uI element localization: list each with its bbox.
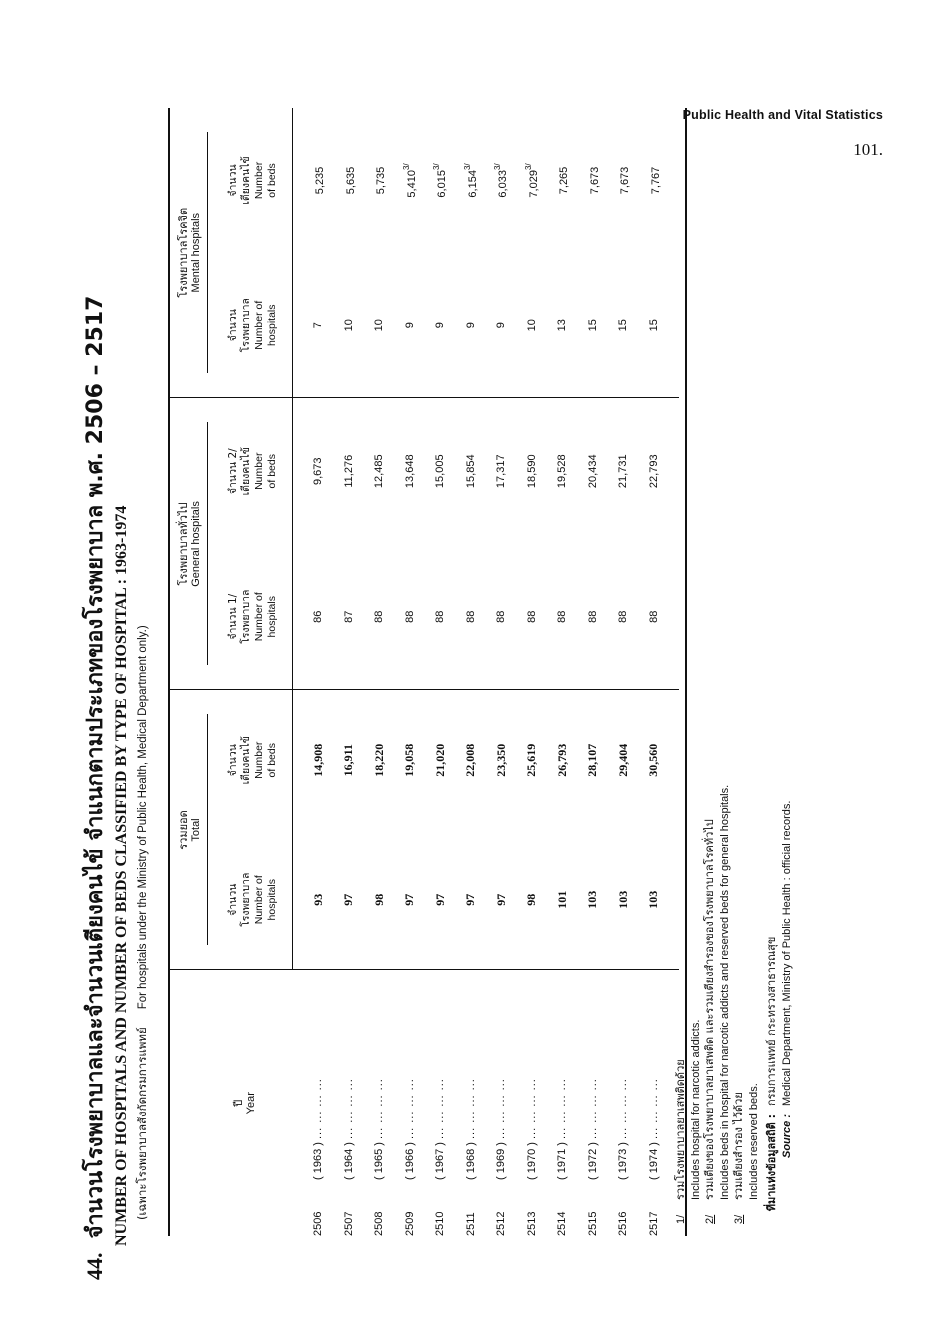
footnote-ref: 3/: [523, 163, 533, 171]
leader-dots: ... ... ... ...: [495, 1078, 508, 1140]
year-be: 2508: [373, 1211, 386, 1236]
subheader-thai: จำนวน 1/: [227, 593, 239, 640]
year-be: 2510: [434, 1211, 447, 1236]
source-label-thai: [765, 1106, 780, 1224]
general-hospitals: 88: [547, 544, 578, 690]
year-be: 2515: [586, 1211, 599, 1236]
subheader-thai: โรงพยาบาล: [240, 589, 252, 644]
footnote-mark: 2/: [704, 1214, 716, 1224]
mental-beds-value: 5,635: [344, 166, 357, 195]
total-hospitals: 103: [608, 830, 639, 970]
total-beds: 16,911: [341, 744, 356, 777]
subheader-mental-beds: [214, 108, 293, 253]
subheader-general-beds: [214, 398, 293, 544]
year-ad-text: ( 1964 ): [342, 1142, 355, 1180]
year-ad: [425, 970, 456, 1180]
subheader-english: Number: [253, 161, 265, 200]
mental-beds: [293, 108, 334, 253]
table-row: [334, 108, 365, 1236]
total-hospitals: 98: [364, 830, 395, 970]
year-ad-text: ( 1968 ): [464, 1142, 477, 1180]
year-ad: [578, 970, 609, 1180]
year-ad-text: ( 1974 ): [647, 1142, 660, 1180]
title-block: [80, 100, 152, 1280]
year-ad: [639, 970, 680, 1180]
title-thai: [80, 100, 111, 1280]
general-beds: 22,793: [647, 454, 660, 489]
year-ad-text: ( 1970 ): [525, 1142, 538, 1180]
mental-beds-value: 5,410: [405, 170, 418, 198]
general-hospitals: 88: [578, 544, 609, 690]
mental-hospitals: 7: [293, 253, 334, 398]
year-ad-text: ( 1969 ): [495, 1142, 508, 1180]
subheader-english: Number of: [253, 875, 265, 925]
footnote-2: [703, 124, 732, 1224]
subheader-thai: จำนวน: [227, 309, 239, 342]
page-number: 101.: [853, 140, 883, 159]
source-text-english: Medical Department, Ministry of Public Health : official records.: [780, 800, 793, 1106]
total-hospitals: 103: [639, 830, 680, 970]
year-ad: [364, 970, 395, 1180]
mental-beds: [364, 108, 395, 253]
year-ad: [334, 970, 365, 1180]
leader-dots: ... ... ... ...: [373, 1078, 386, 1140]
group-mental-thai: โรงพยาบาลโรคจิต: [176, 207, 190, 298]
mental-beds-value: 6,154: [466, 170, 479, 198]
mental-beds: [578, 108, 609, 253]
year-ad-text: ( 1963 ): [312, 1142, 324, 1180]
subheader-thai: เตียงคนไข้: [240, 156, 252, 205]
subheader-thai: จำนวน: [227, 883, 239, 916]
total-beds: 22,008: [463, 743, 478, 777]
mental-beds: [456, 108, 487, 253]
subheader-english: of beds: [266, 454, 278, 489]
leader-dots: ... ... ... ...: [617, 1078, 630, 1140]
total-hospitals: 97: [334, 830, 365, 970]
year-ad-text: ( 1967 ): [434, 1142, 447, 1180]
mental-hospitals: 9: [425, 253, 456, 398]
subtitle-thai: (เฉพาะโรงพยาบาลสังกัดกรมการแพทย์: [135, 1027, 149, 1220]
footnote-1: [674, 124, 703, 1224]
source-label-thai-text: ที่มาแห่งข้อมูลสถิติ :: [765, 1114, 778, 1212]
year-ad: [608, 970, 639, 1180]
table-row: [456, 108, 487, 1236]
rotated-page-content: [80, 100, 820, 1280]
footnote-ref: 3/: [493, 163, 503, 171]
title-english: NUMBER OF HOSPITALS AND NUMBER OF BEDS CLASSIFIED BY TYPE OF HOSPITAL : 1963-1974: [113, 505, 130, 1246]
subheader-english: of beds: [266, 163, 278, 198]
year-be: 2512: [495, 1211, 508, 1236]
table-row: [364, 108, 395, 1236]
mental-beds-value: 7,673: [588, 166, 601, 195]
mental-beds: [425, 108, 456, 253]
source-thai-row: [765, 124, 780, 1224]
leader-dots: ... ... ... ...: [525, 1078, 538, 1140]
subheader-thai: จำนวน: [227, 744, 239, 777]
mental-hospitals: 15: [608, 253, 639, 398]
mental-beds-value: 5,735: [375, 166, 388, 195]
footnote-3: [732, 124, 761, 1224]
mental-hospitals: 15: [639, 253, 680, 398]
table-row: [547, 108, 578, 1236]
total-hospitals: 97: [486, 830, 517, 970]
leader-dots: ... ... ... ...: [312, 1078, 324, 1140]
year-ad: [547, 970, 578, 1180]
hospital-table: [168, 108, 687, 1236]
general-beds: 13,648: [403, 454, 416, 489]
group-general: [169, 398, 214, 690]
source-text-thai: กรมการแพทย์ กระทรวงสาธารณสุข: [765, 936, 778, 1106]
mental-beds-value: 7,029: [527, 170, 540, 198]
group-general-thai: โรงพยาบาลทั่วไป: [176, 502, 190, 586]
year-ad: [395, 970, 426, 1180]
total-beds: 28,107: [585, 743, 600, 777]
table-row: [425, 108, 456, 1236]
total-beds: 19,058: [402, 743, 417, 777]
subheader-english: Number: [253, 741, 265, 779]
year-be: 2511: [464, 1212, 477, 1236]
subheader-english: hospitals: [266, 304, 278, 346]
table-row: [517, 108, 548, 1236]
table-number: 44.: [82, 1252, 107, 1280]
general-hospitals: 88: [608, 544, 639, 690]
total-beds: 21,020: [432, 743, 447, 777]
leader-dots: ... ... ... ...: [647, 1078, 660, 1140]
mental-beds: [639, 108, 680, 253]
general-beds: 19,528: [556, 454, 569, 489]
table-row: [293, 108, 334, 1236]
total-beds: 23,350: [493, 743, 508, 777]
general-hospitals: 88: [639, 544, 680, 690]
general-beds: 18,590: [525, 454, 538, 489]
mental-beds-value: 5,235: [314, 166, 327, 195]
subheader-english: hospitals: [266, 596, 278, 638]
general-beds: 11,276: [342, 454, 355, 488]
general-beds: 20,434: [586, 454, 599, 489]
mental-hospitals: 9: [456, 253, 487, 398]
leader-dots: ... ... ... ...: [403, 1078, 416, 1140]
table-row: [578, 108, 609, 1236]
year-be: 2516: [617, 1211, 630, 1236]
footnote-ref: 3/: [462, 163, 472, 171]
footnote-english: Includes hospital for narcotic addicts.: [689, 1019, 702, 1200]
footnote-thai: รวมโรงพยาบาลยาเสพติดด้วย: [674, 1059, 687, 1200]
group-mental: [169, 108, 214, 398]
mental-hospitals: 13: [547, 253, 578, 398]
mental-hospitals: 9: [395, 253, 426, 398]
title-subtitle: [133, 100, 152, 1280]
mental-hospitals: 9: [486, 253, 517, 398]
subheader-mental-hospitals: [214, 253, 293, 398]
group-total-thai: รวมยอด: [176, 810, 190, 850]
subheader-thai: โรงพยาบาล: [240, 872, 252, 927]
total-hospitals: 97: [456, 830, 487, 970]
mental-beds: [608, 108, 639, 253]
year-header-english: Year: [245, 1092, 258, 1115]
year-ad: [486, 970, 517, 1180]
subheader-total-beds: [214, 690, 293, 830]
total-beds: 26,793: [554, 743, 569, 777]
mental-beds-value: 6,033: [497, 170, 510, 198]
year-ad-text: ( 1972 ): [586, 1142, 599, 1180]
year-ad: [517, 970, 548, 1180]
year-ad: [293, 970, 334, 1180]
mental-beds: [547, 108, 578, 253]
source-label-english: Source :: [780, 1114, 793, 1159]
footnote-thai: รวมเตียงสำรอง ไว้ด้วย: [732, 1092, 745, 1200]
source-english-row: [780, 124, 795, 1224]
leader-dots: ... ... ... ...: [342, 1078, 355, 1140]
table-row: [486, 108, 517, 1236]
subheader-thai: จำนวน 2/: [227, 448, 239, 495]
general-hospitals: 88: [425, 544, 456, 690]
year-be: 2507: [342, 1211, 355, 1236]
footnote-english: Includes beds in hospital for narcotic addicts and reserved beds for general hospitals.: [718, 784, 731, 1200]
group-general-english: General hospitals: [189, 501, 202, 587]
general-hospitals: 87: [334, 544, 365, 690]
mental-hospitals: 10: [517, 253, 548, 398]
subheader-english: Number: [253, 452, 265, 490]
total-beds: 25,619: [524, 743, 539, 777]
table-row: [608, 108, 639, 1236]
title-thai-text: จำนวนโรงพยาบาลและจำนวนเตียงคนไข้ จำแนกตามประเภทของโรงพยาบาล พ.ศ. 2506 – 2517: [83, 295, 108, 1239]
total-hospitals: 97: [425, 830, 456, 970]
mental-hospitals: 15: [578, 253, 609, 398]
table-row: [639, 108, 680, 1236]
footnote-english: Includes reserved beds.: [747, 1083, 760, 1200]
subheader-english: Number of: [253, 592, 265, 642]
group-total: [169, 690, 214, 970]
year-ad-text: ( 1966 ): [403, 1142, 416, 1180]
year-ad-text: ( 1971 ): [556, 1142, 569, 1180]
total-beds: 30,560: [646, 743, 661, 777]
year-be: 2517: [647, 1211, 660, 1236]
general-beds: 15,005: [434, 454, 447, 489]
mental-beds: [486, 108, 517, 253]
mental-beds-value: 7,265: [558, 166, 571, 195]
subheader-thai: โรงพยาบาล: [240, 298, 252, 353]
total-hospitals: 97: [395, 830, 426, 970]
group-total-english: Total: [189, 818, 202, 842]
subheader-english: Number of: [253, 300, 265, 350]
general-beds: 9,673: [312, 457, 325, 485]
year-be: 2514: [556, 1211, 569, 1236]
leader-dots: ... ... ... ...: [434, 1078, 447, 1140]
total-beds: 18,220: [371, 743, 386, 777]
general-beds: 12,485: [373, 454, 386, 489]
table-body: [293, 108, 680, 1236]
year-be: 2506: [312, 1211, 324, 1236]
running-head: Public Health and Vital Statistics: [682, 108, 883, 122]
subheader-total-hospitals: [214, 830, 293, 970]
footnote-mark: 1/: [675, 1214, 687, 1224]
footnotes: [674, 124, 794, 1224]
year-header: [169, 970, 293, 1236]
subtitle-english: For hospitals under the Ministry of Public Health, Medical Department only.): [137, 625, 149, 1010]
general-beds: 21,731: [617, 454, 630, 489]
year-be: 2513: [525, 1211, 538, 1236]
footnote-ref: 3/: [401, 163, 411, 171]
subheader-english: of beds: [266, 743, 278, 778]
group-mental-english: Mental hospitals: [189, 212, 202, 293]
year-ad-text: ( 1965 ): [373, 1142, 386, 1180]
total-hospitals: 98: [517, 830, 548, 970]
general-hospitals: 88: [486, 544, 517, 690]
mental-beds-value: 7,673: [619, 166, 632, 195]
year-be: 2509: [403, 1211, 416, 1236]
mental-beds: [395, 108, 426, 253]
subheader-thai: เตียงคนไข้: [240, 447, 252, 496]
general-beds: 17,317: [495, 454, 508, 489]
footnote-thai: รวมเตียงของโรงพยาบาลยาเสพติด และรวมเตียงสำรองของโรงพยาบาลโรคทั่วไป: [703, 819, 716, 1200]
total-beds: 14,908: [310, 743, 325, 777]
total-hospitals: 93: [293, 830, 334, 970]
subheader-english: hospitals: [266, 879, 278, 921]
subheader-thai: เตียงคนไข้: [240, 736, 252, 785]
leader-dots: ... ... ... ...: [556, 1078, 569, 1140]
year-ad: [456, 970, 487, 1180]
subheader-thai: จำนวน: [227, 164, 239, 197]
total-hospitals: 101: [547, 830, 578, 970]
mental-hospitals: 10: [364, 253, 395, 398]
mental-hospitals: 10: [334, 253, 365, 398]
year-header-thai: ปี: [232, 1099, 246, 1107]
total-hospitals: 103: [578, 830, 609, 970]
general-hospitals: 88: [517, 544, 548, 690]
general-beds: 15,854: [464, 454, 477, 489]
mental-beds-value: 6,015: [436, 170, 449, 198]
general-hospitals: 88: [395, 544, 426, 690]
table-row: [395, 108, 426, 1236]
footnote-ref: 3/: [432, 163, 442, 171]
general-hospitals: 88: [364, 544, 395, 690]
leader-dots: ... ... ... ...: [586, 1078, 599, 1140]
year-ad-text: ( 1973 ): [617, 1142, 630, 1180]
leader-dots: ... ... ... ...: [464, 1078, 477, 1140]
general-hospitals: 88: [456, 544, 487, 690]
mental-beds-value: 7,767: [649, 166, 662, 195]
footnote-mark: 3/: [733, 1214, 745, 1224]
general-hospitals: 86: [293, 544, 334, 690]
mental-beds: [334, 108, 365, 253]
total-beds: 29,404: [615, 743, 630, 777]
subheader-general-hospitals: [214, 544, 293, 690]
mental-beds: [517, 108, 548, 253]
